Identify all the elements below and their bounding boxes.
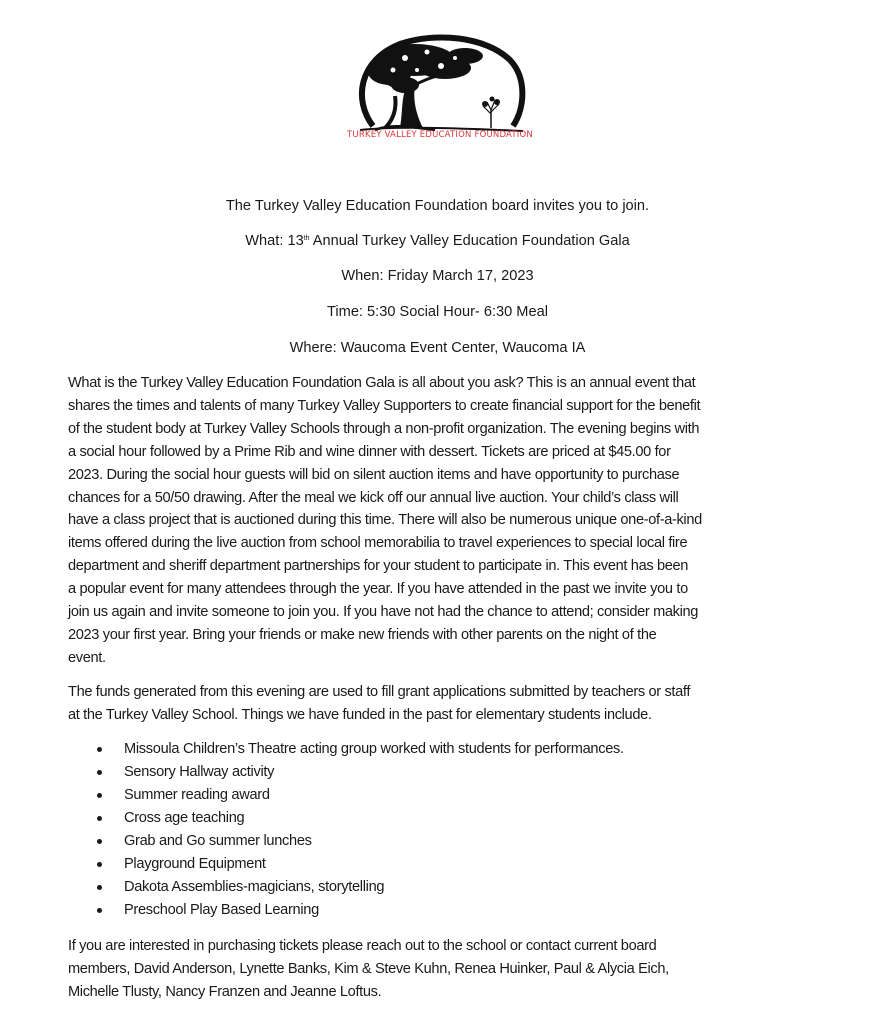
list-item [0,830,875,853]
bullet-icon [97,885,102,890]
paragraph-line: Michelle Tlusty, Nancy Franzen and Jeanne Loftus. [68,983,382,1000]
list-item-text: Grab and Go summer lunches [124,833,312,849]
paragraph-line: join us again and invite someone to join you. If you have not had the chance to attend; consider making [68,604,699,621]
paragraph-line: If you are interested in purchasing tickets please reach out to the school or contact current board [68,938,657,954]
list-item-text: Cross age teaching [124,810,245,826]
list-item-text: Preschool Play Based Learning [124,902,319,918]
paragraph-line: of the student body at Turkey Valley Schools through a non-profit organization. The evening begins with [68,420,700,437]
paragraph-line: 2023 your first year. Bring your friends or make new friends with other parents on the night of the [68,626,657,643]
funded-items-list [0,738,875,922]
what-line [0,233,875,249]
paragraph-line: What is the Turkey Valley Education Foundation Gala is all about you ask? This is an annual event that [68,375,696,391]
list-item [0,899,875,922]
paragraph-contact [68,935,818,1004]
list-item [0,784,875,807]
paragraph-line: 2023. During the social hour guests will bid on silent auction items and have opportunity to purchase [68,466,680,483]
paragraph-line: items offered during the live auction from school memorabilia to travel experiences to special local fire [68,535,688,552]
paragraph-funds [68,681,818,727]
bullet-icon [97,908,102,913]
paragraph-line: a social hour followed by a Prime Rib and wine dinner with dessert. Tickets are priced at $45.00 for [68,443,671,460]
paragraph-line: have a class project that is auctioned during this time. There will also be numerous unique one-of-a-kind [68,512,702,529]
when-line: When: Friday March 17, 2023 [341,268,534,284]
list-item [0,738,875,761]
bullet-icon [97,770,102,775]
time-line: Time: 5:30 Social Hour- 6:30 Meal [327,304,548,320]
bullet-icon [97,839,102,844]
what-prefix: What: 13 [245,233,304,249]
bullet-icon [97,862,102,867]
paragraph-line: a popular event for many attendees through the year. If you have attended in the past we invite you to [68,581,688,598]
bullet-icon [97,816,102,821]
paragraph-line: event. [68,649,106,666]
paragraph-line: at the Turkey Valley School. Things we have funded in the past for elementary students include. [68,706,652,723]
list-item-text: Missoula Children’s Theatre acting group worked with students for performances. [124,741,624,757]
list-item-text: Dakota Assemblies-magicians, storytelling [124,879,385,895]
list-item [0,807,875,830]
list-item-text: Sensory Hallway activity [124,764,275,780]
bullet-icon [97,793,102,798]
tree-in-oval-logo-icon [345,30,535,145]
paragraph-line: members, David Anderson, Lynette Banks, Kim & Steve Kuhn, Renea Huinker, Paul & Alycia Eich, [68,960,669,977]
paragraph-line: The funds generated from this evening are used to fill grant applications submitted by teachers or staff [68,684,691,700]
foundation-logo [345,30,535,145]
bullet-icon [97,747,102,752]
what-superscript: th [303,235,310,242]
list-item [0,876,875,899]
list-item-text: Summer reading award [124,787,270,803]
paragraph-line: shares the times and talents of many Turkey Valley Supporters to create financial support for the benefit [68,397,701,414]
invite-line: The Turkey Valley Education Foundation board invites you to join. [225,198,650,214]
paragraph-about-gala [68,372,818,670]
list-item-text: Playground Equipment [124,856,266,872]
what-suffix: Annual Turkey Valley Education Foundation Gala [309,233,630,249]
list-item [0,761,875,784]
paragraph-line: chances for a 50/50 drawing. After the meal we kick off our annual live auction. Your child’s class will [68,489,679,506]
paragraph-line: department and sheriff department partnerships for your student to participate in. This event has been [68,558,689,575]
logo-text: TURKEY VALLEY EDUCATION FOUNDATION [347,130,533,140]
list-item [0,853,875,876]
where-line: Where: Waucoma Event Center, Waucoma IA [289,340,586,356]
